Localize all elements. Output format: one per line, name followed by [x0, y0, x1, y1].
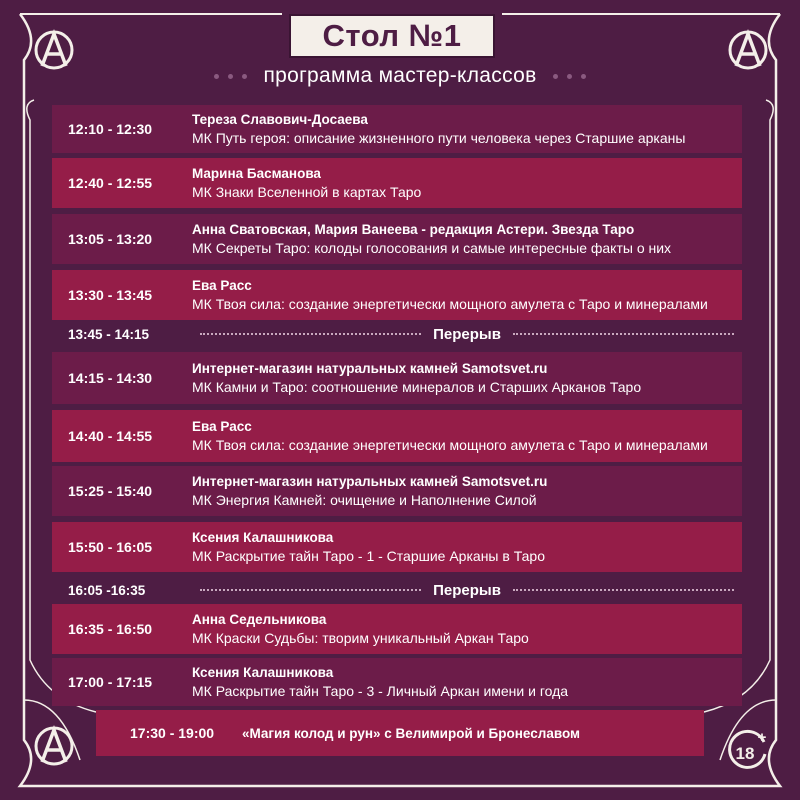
page-subtitle: программа мастер-классов: [263, 64, 537, 87]
row-topic: МК Твоя сила: создание энергетически мощного амулета с Таро и минералами: [192, 296, 708, 312]
logo-icon-top-left: [30, 26, 78, 74]
schedule-row: [52, 270, 742, 320]
schedule-row: [52, 410, 742, 462]
row-speaker: Ева Расс: [192, 278, 252, 293]
dots-decoration-left: [214, 74, 247, 79]
row-speaker: Ксения Калашникова: [192, 530, 334, 545]
final-text: «Магия колод и рун» с Велимирой и Бронеславом: [242, 725, 581, 741]
schedule-row: [52, 658, 742, 706]
row-time: 14:15 - 14:30: [68, 370, 153, 386]
svg-text:+: +: [757, 729, 767, 746]
logo-icon-bottom-left: [30, 722, 78, 770]
row-time: 14:40 - 14:55: [68, 428, 153, 444]
break-time: 16:05 -16:35: [68, 582, 146, 598]
break-label: Перерыв: [433, 581, 501, 599]
row-topic: МК Энергия Камней: очищение и Наполнение Силой: [192, 492, 537, 508]
row-speaker: Тереза Славович-Досаева: [192, 112, 368, 127]
row-time: 16:35 - 16:50: [68, 621, 153, 637]
schedule-row: [52, 352, 742, 404]
row-speaker: Ева Расс: [192, 419, 252, 434]
row-time: 12:10 - 12:30: [68, 121, 153, 137]
logo-icon-top-right: [724, 26, 772, 74]
dots-decoration-right: [553, 74, 586, 79]
row-topic: МК Секреты Таро: колоды голосования и самые интересные факты о них: [192, 240, 672, 256]
row-topic: МК Раскрытие тайн Таро - 3 - Личный Аркан имени и года: [192, 683, 569, 699]
row-topic: МК Путь героя: описание жизненного пути человека через Старшие арканы: [192, 130, 686, 146]
row-time: 15:50 - 16:05: [68, 539, 153, 555]
row-time: 17:00 - 17:15: [68, 674, 153, 690]
row-time: 15:25 - 15:40: [68, 483, 153, 499]
break-row: [52, 323, 742, 345]
row-topic: МК Краски Судьбы: творим уникальный Аркан Таро: [192, 630, 529, 646]
row-topic: МК Знаки Вселенной в картах Таро: [192, 184, 422, 200]
break-label: Перерыв: [433, 325, 501, 343]
subtitle-row: [170, 62, 630, 90]
row-time: 13:05 - 13:20: [68, 231, 153, 247]
row-speaker: Ксения Калашникова: [192, 665, 334, 680]
row-topic: МК Твоя сила: создание энергетически мощного амулета с Таро и минералами: [192, 437, 708, 453]
schedule-row: [52, 158, 742, 208]
page-title: Стол №1: [289, 14, 495, 58]
row-time: 12:40 - 12:55: [68, 175, 153, 191]
final-time: 17:30 - 19:00: [130, 725, 215, 741]
schedule-row: [52, 105, 742, 153]
row-speaker: Анна Седельникова: [192, 612, 327, 627]
row-speaker: Марина Басманова: [192, 166, 321, 181]
schedule-row: [52, 214, 742, 264]
svg-text:18: 18: [735, 744, 755, 763]
schedule-row: [52, 522, 742, 572]
row-speaker: Интернет-магазин натуральных камней Samotsvet.ru: [192, 361, 548, 376]
row-time: 13:30 - 13:45: [68, 287, 153, 303]
final-event-row: [96, 710, 704, 756]
row-speaker: Анна Сватовская, Мария Ванеева - редакция Астери. Звезда Таро: [192, 222, 635, 237]
schedule-row: [52, 604, 742, 654]
row-topic: МК Камни и Таро: соотношение минералов и Старших Арканов Таро: [192, 379, 642, 395]
schedule-row: [52, 466, 742, 516]
age-rating-icon: [724, 728, 770, 774]
break-time: 13:45 - 14:15: [68, 326, 150, 342]
row-speaker: Интернет-магазин натуральных камней Samotsvet.ru: [192, 474, 548, 489]
break-row: [52, 579, 742, 601]
row-topic: МК Раскрытие тайн Таро - 1 - Старшие Арканы в Таро: [192, 548, 545, 564]
